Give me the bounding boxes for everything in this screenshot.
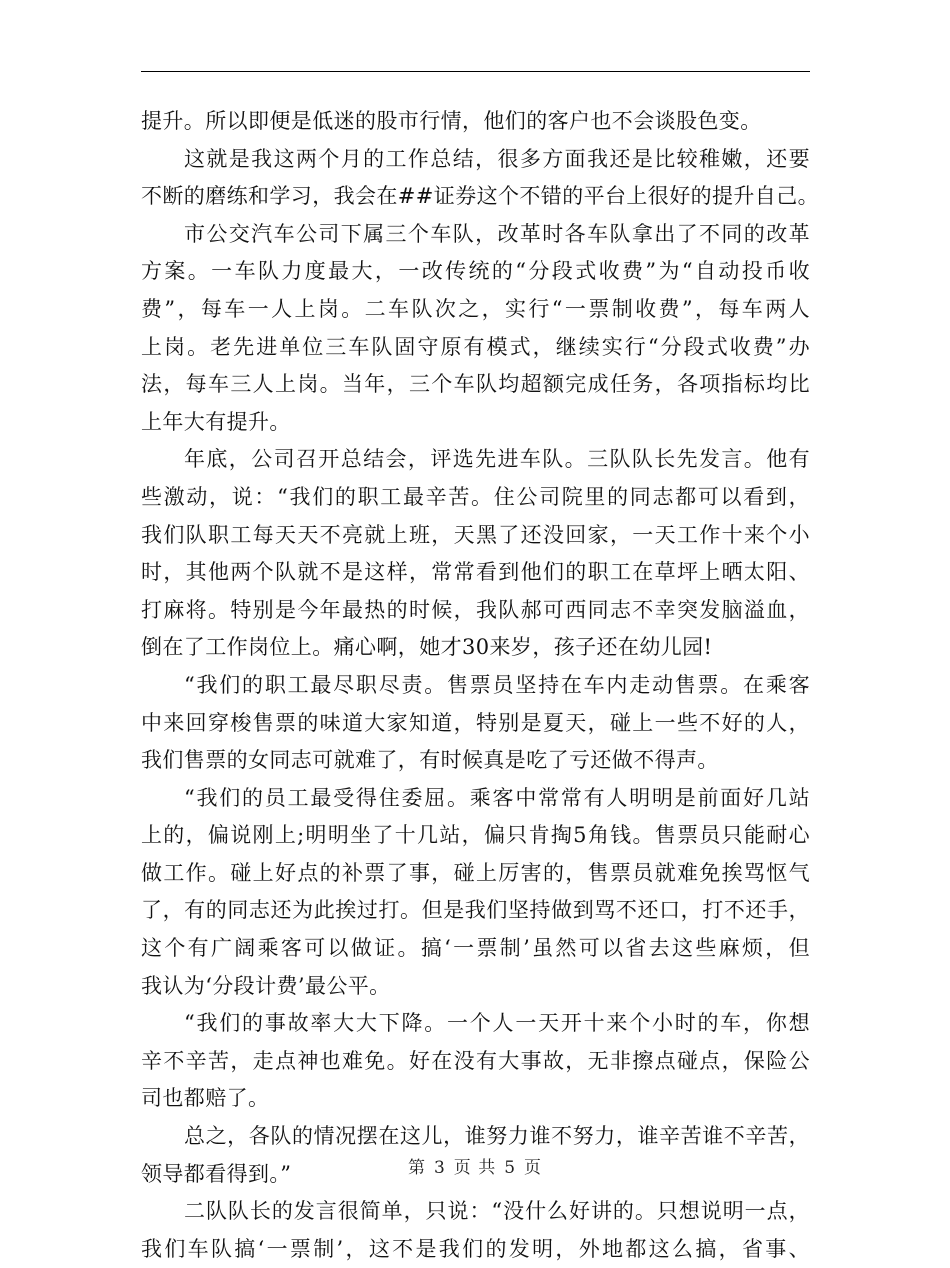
text-line: 我们队职工每天天不亮就上班，天黑了还没回家，一天工作十来个小 xyxy=(141,522,810,547)
text-line: 费”，每车一人上岗。二车队次之，实行“一票制收费”，每车两人 xyxy=(141,296,810,321)
text-line: 打麻将。特别是今年最热的时候，我队郝可西同志不幸突发脑溢血， xyxy=(141,597,810,622)
text-line: 我们售票的女同志可就难了，有时候真是吃了亏还做不得声。 xyxy=(141,748,719,773)
text-line: 时，其他两个队就不是这样，常常看到他们的职工在草坪上晒太阳、 xyxy=(141,560,810,585)
text-line: 中来回穿梭售票的味道大家知道，特别是夏天，碰上一些不好的人， xyxy=(141,710,810,735)
footer-middle: 页 共 xyxy=(453,1158,497,1178)
text-line: 年底，公司召开总结会，评选先进车队。三队队长先发言。他有 xyxy=(184,447,810,472)
text-line: “我们的员工最受得住委屈。乘客中常常有人明明是前面好几站 xyxy=(184,785,810,810)
text-line: 倒在了工作岗位上。痛心啊，她才30来岁，孩子还在幼儿园! xyxy=(141,635,713,660)
text-line: 我们车队搞‘一票制’，这不是我们的发明，外地都这么搞，省事、 xyxy=(141,1236,810,1261)
text-line: 不断的磨练和学习，我会在##证券这个不错的平台上很好的提升自己。 xyxy=(141,184,819,209)
text-line: 方案。一车队力度最大，一改传统的“分段式收费”为“自动投币收 xyxy=(141,259,810,284)
text-line: 司也都赔了。 xyxy=(141,1086,270,1111)
text-line: 了，有的同志还为此挨过打。但是我们坚持做到骂不还口，打不还手， xyxy=(141,898,810,923)
page-body xyxy=(141,103,819,1268)
text-line: 些激动，说：“我们的职工最辛苦。住公司院里的同志都可以看到， xyxy=(141,484,810,509)
page-footer xyxy=(0,1153,950,1178)
text-line: “我们的职工最尽职尽责。售票员坚持在车内走动售票。在乘客 xyxy=(184,672,810,697)
text-line: 领导都看得到。” xyxy=(141,1161,292,1186)
text-line: 上年大有提升。 xyxy=(141,409,291,434)
header-rule xyxy=(141,71,810,72)
text-line: 上岗。老先进单位三车队固守原有模式，继续实行“分段式收费”办 xyxy=(141,334,810,359)
footer-prefix: 第 xyxy=(407,1158,426,1178)
text-line: 提升。所以即便是低迷的股市行情，他们的客户也不会谈股色变。 xyxy=(141,109,762,133)
text-line: 总之，各队的情况摆在这儿，谁努力谁不努力，谁辛苦谁不辛苦， xyxy=(184,1124,810,1149)
footer-current-page: 3 xyxy=(433,1158,446,1178)
text-line: 辛不辛苦，走点神也难免。好在没有大事故，无非擦点碰点，保险公 xyxy=(141,1048,810,1073)
text-line: 二队队长的发言很简单，只说：“没什么好讲的。只想说明一点， xyxy=(184,1199,810,1224)
footer-total-pages: 5 xyxy=(504,1158,517,1178)
text-line: 法，每车三人上岗。当年，三个车队均超额完成任务，各项指标均比 xyxy=(141,372,810,397)
text-line: 上的，偏说刚上;明明坐了十几站，偏只肯掏5角钱。售票员只能耐心 xyxy=(141,823,810,848)
text-line: “我们的事故率大大下降。一个人一天开十来个小时的车，你想 xyxy=(184,1011,810,1036)
text-line: 市公交汽车公司下属三个车队，改革时各车队拿出了不同的改革 xyxy=(184,221,810,246)
text-line: 这个有广阔乘客可以做证。搞‘一票制’虽然可以省去这些麻烦，但 xyxy=(141,936,810,961)
text-line: 我认为‘分段计费’最公平。 xyxy=(141,973,391,998)
text-line: 做工作。碰上好点的补票了事，碰上厉害的，售票员就难免挨骂怄气 xyxy=(141,860,810,885)
footer-suffix: 页 xyxy=(524,1158,543,1178)
text-line: 这就是我这两个月的工作总结，很多方面我还是比较稚嫩，还要 xyxy=(184,146,810,171)
